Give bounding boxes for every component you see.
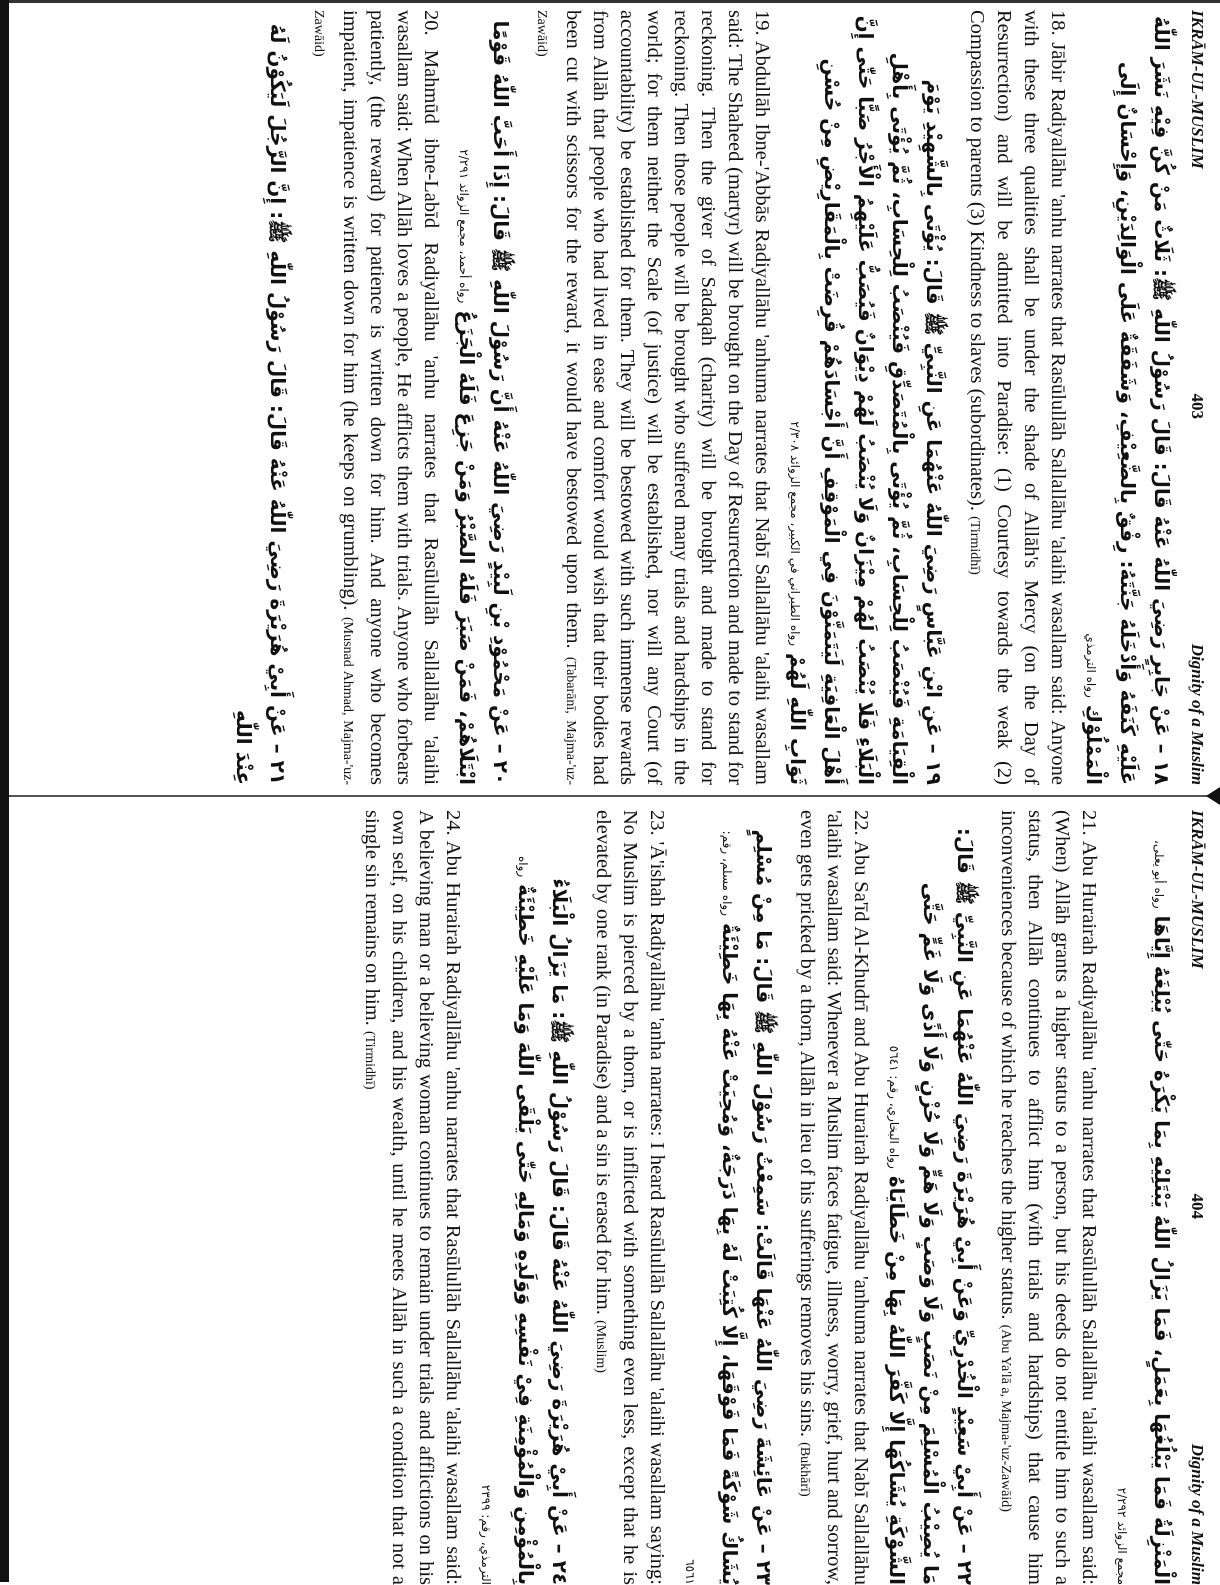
arabic-text: ١٩ – عَنِ ابْنِ عَبَّاسٍ رَضِيَ اللّٰهُ عَنْهُمَا عَنِ النَّبِيِّ ﷺ قَالَ: يُؤْتَى بِالشَّهِيْدِ يَوْمَ الْقِيَامَةِ فَيُنْصَبُ لِلْحِسَابِ، ثُمَّ يُؤْتَى بِالْمُتَصَدِّقِ فَيُنْصَبُ لِلْحِسَابِ، ثُمَّ يُؤْتَى بِأَهْلِ الْبَلَاءِ فَلَا يُنْصَبُ لَهُمْ مِيْزَانٌ وَلَا يُنْصَبُ لَهُمْ دِيْوَانٌ فَيُصَبُّ عَلَيْهِمُ الْأَجْرُ صَبًّا حَتّٰى إِنَّ أَهْلَ الْعَافِيَةِ لَيَتَمَنَّوْنَ فِي الْمَوْقِفِ أَنَّ أَجْسَادَهُمْ قُرِضَتْ بِالْمَقَارِيْضِ مِنْ حُسْنِ ثَوَابِ اللّٰهِ لَهُمْ رواه الطبراني في الكبير، مجمع الزوائد ٢/٣٠٨ bbox=[786, 15, 946, 785]
hadith-entry-18 bbox=[961, 10, 1179, 785]
hadith-entry-24 bbox=[356, 810, 577, 1585]
arabic-text: ٢٤ – عَنْ أَبِيْ هُرَيْرَةَ رَضِيَ اللّٰهُ عَنْهُ قَالَ: قَالَ رَسُوْلُ اللّٰهِ ﷺ: مَا يَزَالُ الْبَلَاءُ بِالْمُؤْمِنِ وَالْمُؤْمِنَةِ فِيْ نَفْسِهِ وَوَلَدِهِ وَمَالِهِ حَتّٰى يَلْقَى اللّٰهَ وَمَا عَلَيْهِ خَطِيْئَةٌ رواه الترمذي، رقم: ٢٣٩٩ bbox=[479, 855, 572, 1585]
english-translation: 19. Abdullāh Ibne-'Abbās Radiyallāhu 'anhuma narrates that Nabī Sallallāhu 'alaihi wasallam said: The Shaheed (martyr) will be brought on the Day of Resurrection and made to stand for reckoning. Then the giver of Sadaqah (charity) will be brought and made to stand for reckoning. Then those people will be brought who suffered many trials and hardships in the world; for them neither the Scale (of justice) will be established, nor will any Court (of accountability) be established for them. They will be bestowed with such immense rewards from Allāh that people who had lived in ease and comfort would wish that their bodies had been cut with scissors for the reward, it would have bestowed upon them. (Tabarānī, Majma-'uz-Zawāid) bbox=[534, 10, 773, 786]
hadith-entry-22 bbox=[791, 810, 982, 1585]
english-translation: 24. Abu Hurairah Radiyallāhu 'anhu narrates that Rasūlullāh Sallallāhu 'alaihi wasallam said: A believing man or a believing woman continues to remain under trials and afflictions on his own self, on his children, and his wealth, until he meets Allāh in such a condition that not a single sin remains on him. (Tirmidhī) bbox=[361, 810, 464, 1585]
book-page-403 bbox=[90, 10, 1220, 785]
english-translation: 18. Jābir Radiyallāhu 'anhu narrates that Rasūlullāh Sallallāhu 'alaihi wasallam said: Anyone with these three qualities shall be under the shade of Allāh's Mercy (on the Day of Resurrection) and will be admitted into Paradise: (1) Courtesy towards the weak (2) Compassion to parents (3) Kindness to slaves (subordinates). (Tirmidhī) bbox=[966, 10, 1069, 785]
header-chapter-title: Dignity of a Muslim bbox=[1188, 643, 1207, 785]
scan-left-edge bbox=[0, 0, 9, 1582]
english-translation: 21. Abu Hurairah Radiyallāhu 'anhu narrates that Rasūlullāh Sallallāhu 'alaihi wasallam said: (When) Allāh grants a higher status to a person, but his deeds do not entitle him to such a status, then Allāh continues to afflict him (with trials and hardships) that cause him inconveniences because of which he reaches the higher status. (Abu Ya'lā a, Majma-'uz-Zawāid) bbox=[997, 810, 1100, 1585]
page-fold-line bbox=[9, 795, 1220, 797]
citation: (Abu Ya'lā a, Majma-'uz-Zawāid) bbox=[998, 1324, 1013, 1512]
citation: (Musnad Ahmad, Majma-'uz-Zawāid) bbox=[311, 10, 355, 785]
arabic-reference: رواه الترمذي، رقم: ٢٣٩٩ bbox=[479, 855, 530, 1585]
header-chapter-title: Dignity of a Muslim bbox=[1188, 1443, 1207, 1585]
citation: (Tirmidhī) bbox=[362, 1030, 377, 1090]
hadith-entry-19 bbox=[528, 10, 951, 785]
header-book-title: IKRĀM-UL-MUSLIM bbox=[1188, 10, 1207, 169]
scan-top-edge bbox=[9, 0, 1220, 3]
arabic-reference: رواه مسلم، رقم: ٦٥٦١ bbox=[683, 830, 734, 1585]
hadith-entry-23 bbox=[587, 810, 781, 1585]
arabic-text: ٢٠ – عَنْ مَحْمُوْدِ بْنِ لَبِيْدٍ رَضِيَ اللّٰهُ عَنْهُ أَنَّ رَسُوْلَ اللّٰهِ ﷺ قَالَ: إِذَا أَحَبَّ اللّٰهُ قَوْمًا ابْتَلَاهُمْ، فَمَنْ صَبَرَ فَلَهُ الصَّبْرُ وَمَنْ جَزِعَ فَلَهُ الْجَزَعُ رواه أحمد، مجمع الزوائد ٢/٢٩١ bbox=[455, 20, 513, 785]
page-number: 403 bbox=[1188, 393, 1207, 419]
arabic-text: ٢٣ – عَنْ عَائِشَةَ رَضِيَ اللّٰهُ عَنْهَا قَالَتْ: سَمِعْتُ رَسُوْلَ اللّٰهِ ﷺ قَالَ: مَا مِنْ مُسْلِمٍ يُشَاكُ شَوْكَةً فَمَا فَوْقَهَا، إِلَّا كُتِبَتْ لَهُ بِهَا دَرَجَةٌ، وَمُحِيَتْ عَنْهُ بِهَا خَطِيْئَةٌ رواه مسلم، رقم: ٦٥٦١ bbox=[683, 829, 776, 1585]
english-translation: 22. Abu Sa'īd Al-Khudrī and Abu Hurairah Radiyallāhu 'anhuma narrates that Nabī Sallallāhu 'alaihi wasallam said: Whenever a Muslim faces fatigue, illness, worry, grief, hurt and sorrow, even gets pricked by a thorn, Allāh in lieu of his sufferings removes his sins. (Bukhārī) bbox=[796, 810, 872, 1585]
arabic-reference: رواه أحمد، مجمع الزوائد ٢/٢٩١ bbox=[457, 149, 471, 304]
english-translation: 20. Mahmūd ibne-Labīd Radiyallāhu 'anhu narrates that Rasūlullāh Sallallāhu 'alaihi wasallam said: When Allāh loves a people, He afflicts them with trials. Anyone who forbears patiently, (the reward) for patience is written down for him. And anyone who becomes impatient, impatience is written down for him (he keeps on grumbling). (Musnad Ahmad, Majma-'uz-Zawāid) bbox=[311, 10, 442, 785]
arabic-reference: رواه البخاري، رقم: ٥٦٤١ bbox=[887, 1045, 901, 1169]
fold-marker-icon bbox=[1206, 787, 1220, 805]
citation: (Tabarānī, Majma-'uz-Zawāid) bbox=[534, 10, 578, 786]
arabic-text: ١٨ – عَنْ جَابِرٍ رَضِيَ اللّٰهُ عَنْهُ قَالَ: قَالَ رَسُوْلُ اللّٰهِ ﷺ: ثَلَاثٌ مَنْ كُنَّ فِيْهِ نَشَرَ اللّٰهُ عَلَيْهِ كَنَفَهُ وَأَدْخَلَهُ جَنَّتَهُ: رِفْقٌ بِالضَّعِيْفِ، وَشَفَقَةٌ عَلَى الْوَالِدَيْنِ، وَإِحْسَانٌ إِلَى الْمَمْلُوْكِ رواه الترمذي bbox=[1082, 16, 1174, 785]
hadith-entry-21-start bbox=[227, 10, 295, 785]
arabic-text: ٢١ – عَنْ أَبِيْ هُرَيْرَةَ رَضِيَ اللّٰهُ عَنْهُ قَالَ: قَالَ رَسُوْلُ اللّٰهِ ﷺ: إِنَّ الرَّجُلَ لَيَكُوْنُ لَهُ عِنْدَ اللّٰهِ bbox=[232, 23, 290, 785]
citation: (Tirmidhī) bbox=[967, 516, 982, 575]
page-header bbox=[1182, 10, 1212, 785]
english-translation: 23. 'Ā'ishah Radiyallāhu 'anha narrates: I heard Rasūlullāh Sallallāhu 'alaihi wasallam saying: No Muslim is pierced by a thorn, or is inflicted with something even less, except that he is elevated by one rank (in Paradise) and a sin is erased for him. (Muslim) bbox=[592, 810, 668, 1585]
arabic-text: ٢٢ – عَنْ أَبِيْ سَعِيْدٍ الْخُدْرِيِّ وَعَنْ أَبِيْ هُرَيْرَةَ رَضِيَ اللّٰهُ عَنْهُمَا عَنِ النَّبِيِّ ﷺ قَالَ: مَا يُصِيْبُ الْمُسْلِمَ مِنْ نَصَبٍ وَلَا وَصَبٍ وَلَا هَمٍّ وَلَا حُزْنٍ وَلَا أَذًى وَلَا غَمٍّ حَتَّى الشَّوْكَةِ يُشَاكُهَا إِلَّا كَفَّرَ اللّٰهُ بِهَا مِنْ خَطَايَاهُ رواه البخاري، رقم: ٥٦٤١ bbox=[885, 827, 977, 1585]
arabic-reference: رواه أبو يعلى، مجمع الزوائد ٢/٢٩٢ bbox=[1115, 839, 1166, 1585]
arabic-reference: رواه الترمذي bbox=[1084, 633, 1098, 698]
hadith-entry-21 bbox=[992, 810, 1179, 1585]
arabic-reference: رواه الطبراني في الكبير، مجمع الزوائد ٢/٣٠٨ bbox=[788, 421, 802, 647]
arabic-text: الْمَنْزِلَةُ فَمَا يَبْلُغُهَا بِعَمَلٍ، فَمَا يَزَالُ اللّٰهُ يَبْتَلِيْهِ بِمَا يَكْرَهُ حَتّٰى يُبْلِغَهُ إِيَّاهَا رواه أبو يعلى، مجمع الزوائد ٢/٢٩٢ bbox=[1115, 839, 1174, 1585]
citation: (Muslim) bbox=[593, 1320, 608, 1373]
page-number: 404 bbox=[1188, 1193, 1207, 1219]
hadith-entry-20 bbox=[305, 10, 518, 785]
page-header bbox=[1182, 810, 1212, 1585]
citation: (Bukhārī) bbox=[797, 1442, 812, 1497]
header-book-title: IKRĀM-UL-MUSLIM bbox=[1188, 810, 1207, 969]
book-page-404 bbox=[90, 810, 1220, 1585]
